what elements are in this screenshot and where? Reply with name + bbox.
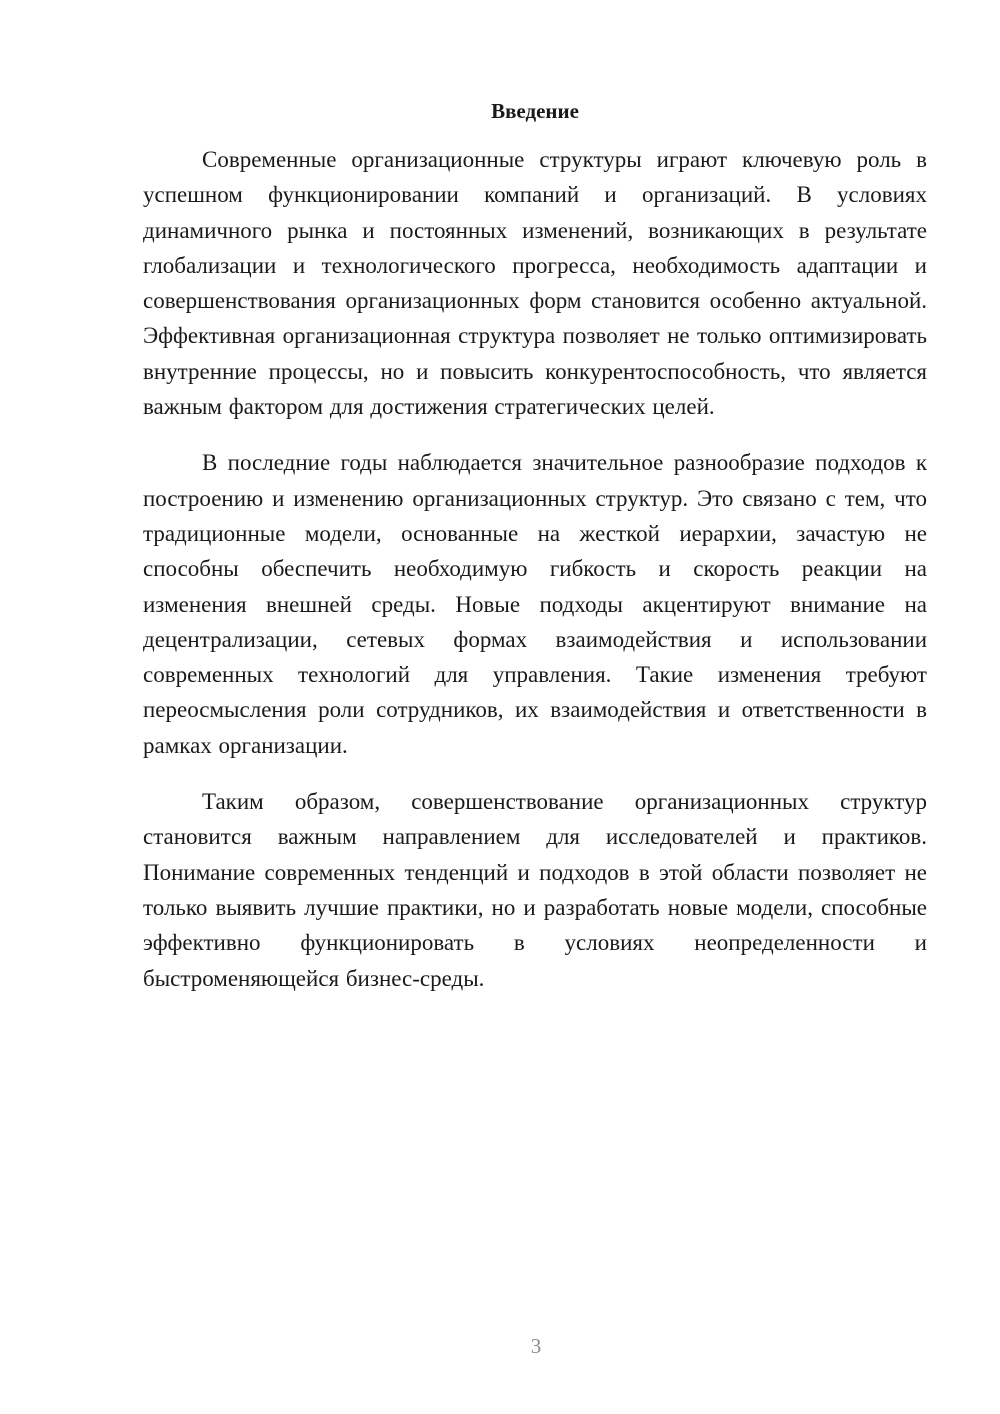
body-text	[143, 142, 927, 1017]
paragraph-1: Современные организационные структуры играют ключевую роль в успешном функционировании компаний и организаций. В условиях динамичного рынка и постоянных изменений, возникающих в результате глобализации и технологического прогресса, необходимость адаптации и совершенствования организационных форм становится особенно актуальной. Эффективная организационная структура позволяет не только оптимизировать внутренние процессы, но и повысить конкурентоспособность, что является важным фактором для достижения стратегических целей.	[143, 147, 927, 420]
paragraph-3: Таким образом, совершенствование организационных структур становится важным направлением для исследователей и практиков. Понимание современных тенденций и подходов в этой области позволяет не только выявить лучшие практики, но и разработать новые модели, способные эффективно функционировать в условиях неопределенности и быстроменяющейся бизнес-среды.	[143, 789, 927, 991]
paragraph-2: В последние годы наблюдается значительное разнообразие подходов к построению и изменению организационных структур. Это связано с тем, что традиционные модели, основанные на жесткой иерархии, зачастую не способны обеспечить необходимую гибкость и скорость реакции на изменения внешней среды. Новые подходы акцентируют внимание на децентрализации, сетевых формах взаимодействия и использовании современных технологий для управления. Такие изменения требуют переосмысления роли сотрудников, их взаимодействия и ответственности в рамках организации.	[143, 450, 927, 758]
page-number: 3	[530, 1334, 542, 1358]
page-title: Введение	[491, 99, 579, 123]
